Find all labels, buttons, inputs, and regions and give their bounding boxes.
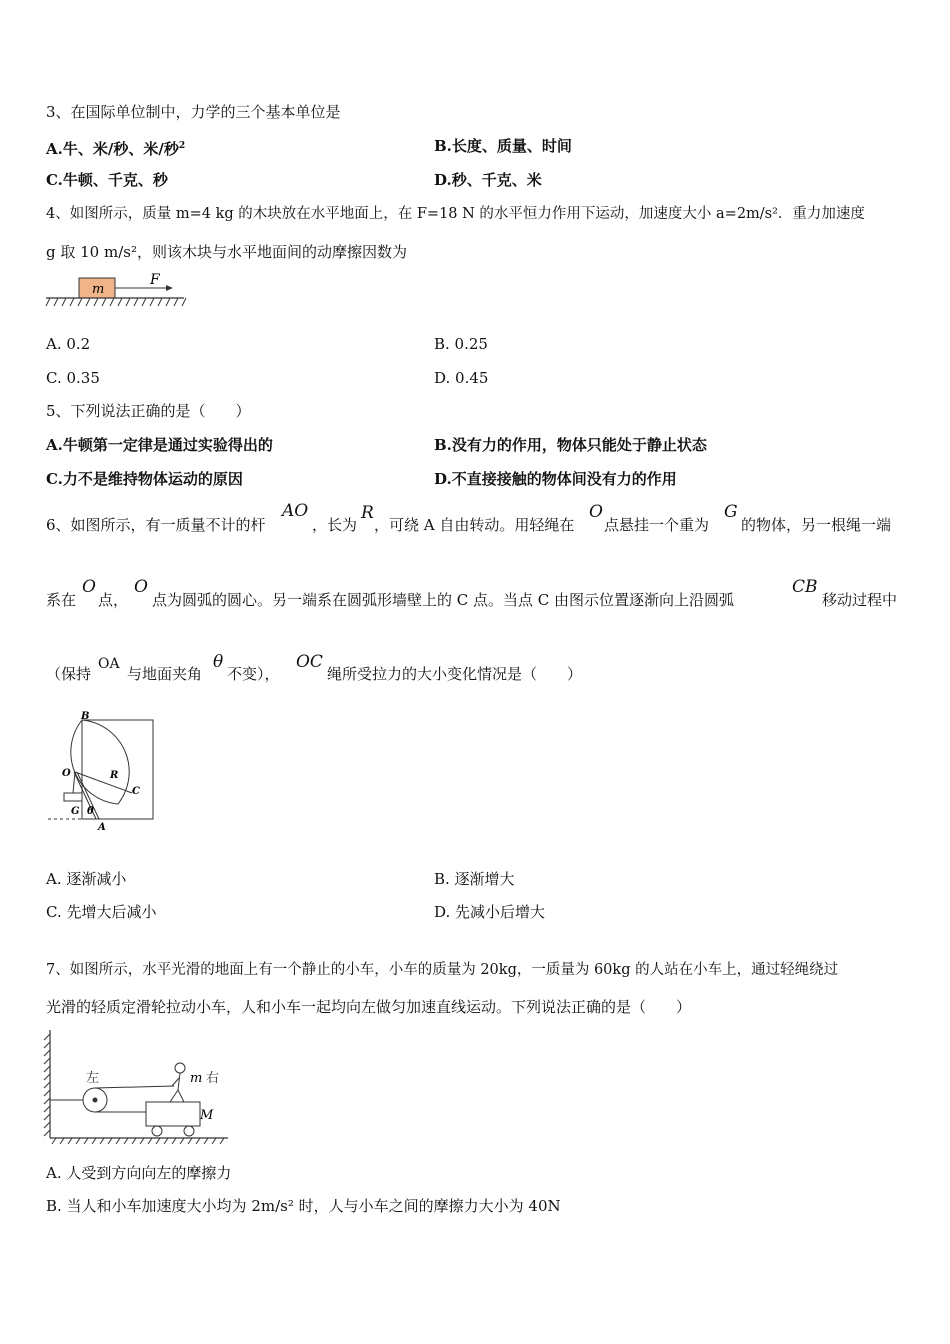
q6-line1-a: 6、如图所示，有一质量不计的杆	[46, 516, 266, 534]
q6-line3-a: （保持	[46, 665, 92, 683]
q3-option-c: C.牛顿、千克、秒	[46, 171, 168, 189]
q6-sym-r: R	[361, 503, 374, 523]
q3-stem: 3、在国际单位制中，力学的三个基本单位是	[46, 103, 341, 121]
q6-sym-cb: CB	[792, 577, 818, 597]
q7-person-leg-left	[170, 1090, 178, 1102]
q5-stem: 5、下列说法正确的是（ ）	[46, 402, 251, 420]
q4-option-b: B. 0.25	[434, 335, 488, 353]
q6-line1-e: 的物体，另一根绳一端	[741, 516, 892, 534]
q6-line2-c: 点为圆弧的圆心。另一端系在圆弧形墙壁上的 C 点。当点 C 由图示位置逐渐向上沿圆弧	[152, 591, 735, 609]
q4-arrowhead	[166, 285, 173, 291]
q6-label-c: C	[132, 786, 140, 797]
q6-arc	[71, 720, 129, 804]
q6-label-r: R	[110, 770, 119, 781]
q7-wheel-right	[184, 1126, 194, 1136]
q4-force-label: F	[150, 272, 160, 288]
q7-pulley-axle	[93, 1098, 98, 1103]
q6-sym-o2: O	[82, 577, 96, 597]
q4-option-a: A. 0.2	[46, 335, 91, 353]
q6-line3-c: 不变），	[227, 665, 280, 683]
q7-label-m: m	[190, 1071, 203, 1086]
q7-stem-line1: 7、如图所示，水平光滑的地面上有一个静止的小车，小车的质量为 20kg，一质量为 60kg 的人站在小车上，通过轻绳绕过	[46, 962, 839, 978]
q6-option-b: B. 逐渐增大	[434, 870, 515, 888]
q6-label-g: G	[71, 806, 80, 817]
q4-stem-line1: 4、如图所示，质量 m=4 kg 的木块放在水平地面上，在 F=18 N 的水平恒力作用下运动，加速度大小 a=2m/s²．重力加速度	[46, 206, 865, 222]
q4-figure	[44, 270, 189, 312]
q6-rope-hang	[73, 772, 75, 793]
q3-option-a	[46, 136, 185, 159]
q3-option-a-sup: 2	[178, 141, 186, 151]
q6-sym-o3: O	[134, 577, 148, 597]
q6-sym-oc: OC	[296, 652, 323, 672]
q6-line3-b: 与地面夹角	[127, 665, 203, 683]
q6-option-c: C. 先增大后减小	[46, 903, 157, 921]
q6-label-o: O	[62, 768, 71, 779]
q7-cart	[146, 1102, 200, 1126]
q5-option-d: D.不直接接触的物体间没有力的作用	[434, 470, 677, 488]
q6-line1-c: ，可绕 A 自由转动。用轻绳在	[374, 516, 575, 534]
q6-sym-o1: O	[589, 502, 603, 522]
q6-line2-a: 系在	[46, 591, 77, 609]
q6-option-d: D. 先减小后增大	[434, 903, 546, 921]
q7-figure	[40, 1026, 235, 1148]
q7-label-left: 左	[86, 1071, 100, 1086]
q5-option-a: A.牛顿第一定律是通过实验得出的	[46, 436, 273, 454]
q6-sym-g: G	[724, 502, 738, 522]
q7-rope-top	[95, 1086, 174, 1088]
q6-label-a: A	[98, 822, 106, 833]
q6-option-a: A. 逐渐减小	[46, 870, 127, 888]
q6-line2-d: 移动过程中	[822, 591, 898, 609]
q7-option-a: A. 人受到方向向左的摩擦力	[46, 1164, 232, 1182]
q4-block-label: m	[92, 282, 105, 297]
q6-line2-b: 点，	[98, 591, 129, 609]
q6-line1-d: 点悬挂一个重为	[604, 516, 710, 534]
q5-option-b: B.没有力的作用，物体只能处于静止状态	[434, 436, 707, 454]
q7-person-body	[178, 1073, 180, 1090]
q4-option-c: C. 0.35	[46, 369, 100, 387]
q4-stem-line2: g 取 10 m/s²，则该木块与水平地面间的动摩擦因数为	[46, 243, 407, 261]
q6-sym-theta: θ	[213, 652, 224, 672]
q6-line3-d: 绳所受拉力的大小变化情况是（ ）	[327, 665, 583, 683]
q3-option-a-text: A.牛、米/秒、米/秒	[46, 140, 179, 158]
q7-label-big-m: M	[200, 1108, 214, 1123]
q7-person-arm	[172, 1078, 179, 1086]
q3-option-b: B.长度、质量、时间	[434, 137, 572, 155]
q7-wheel-left	[152, 1126, 162, 1136]
q7-stem-line2: 光滑的轻质定滑轮拉动小车，人和小车一起均向左做匀加速直线运动。下列说法正确的是（ ）	[46, 998, 692, 1016]
q6-sym-oa: OA	[98, 656, 120, 672]
q6-sym-ao: AO	[282, 501, 309, 521]
q6-line1-b: ，长为	[312, 516, 358, 534]
q7-person-leg-right	[178, 1090, 184, 1102]
q7-person-head	[175, 1063, 185, 1073]
q4-ground-hatching	[46, 298, 186, 306]
q6-weight	[64, 793, 82, 801]
q4-option-d: D. 0.45	[434, 369, 489, 387]
q6-rope-oc	[75, 772, 132, 793]
q7-ground-hatching	[52, 1138, 224, 1144]
q6-figure	[44, 700, 164, 836]
q7-wall-hatching	[44, 1034, 50, 1136]
q6-label-b: B	[81, 711, 90, 722]
q7-label-right: 右	[206, 1071, 220, 1086]
q6-label-theta: θ	[87, 806, 94, 817]
q3-option-d: D.秒、千克、米	[434, 171, 542, 189]
q5-option-c: C.力不是维持物体运动的原因	[46, 470, 243, 488]
q7-option-b: B. 当人和小车加速度大小均为 2m/s² 时，人与小车之间的摩擦力大小为 40N	[46, 1197, 561, 1215]
